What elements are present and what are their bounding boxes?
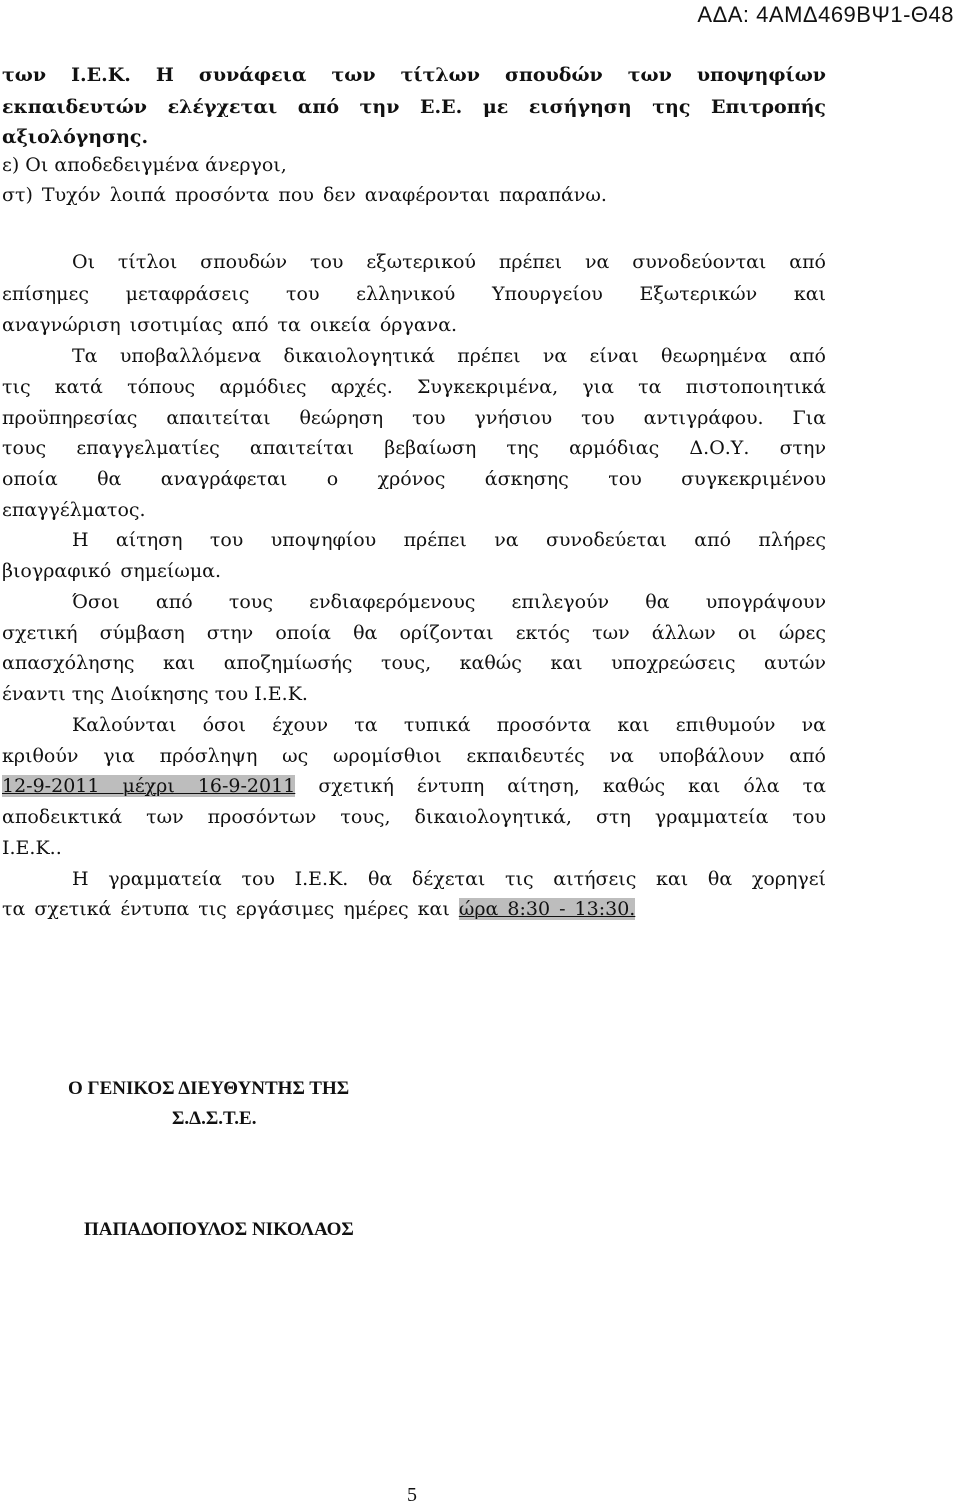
text-line: απασχόλησης και αποζημίωσής τους, καθώς και υποχρεώσεις αυτών [2,652,826,674]
text-line: προϋπηρεσίας απαιτείται θεώρηση του γνήσιου του αντιγράφου. Για [2,407,826,429]
text-line: εκπαιδευτών ελέγχεται από την Ε.Ε. με εισήγηση της Επιτροπής [2,96,826,118]
text-line: βιογραφικό σημείωμα. [2,560,222,582]
signatory-name: ΠΑΠΑΔΟΠΟΥΛΟΣ ΝΙΚΟΛΑΟΣ [84,1219,354,1240]
text-line: ε) Οι αποδεδειγμένα άνεργοι, [2,154,287,176]
text-line: των Ι.Ε.Κ. Η συνάφεια των τίτλων σπουδών των υποψηφίων [2,64,826,86]
office-hours: ώρα 8:30 - 13:30. [458,898,636,920]
signatory-organization: Σ.Δ.Σ.Τ.Ε. [172,1108,257,1129]
text-line: Η αίτηση του υποψηφίου πρέπει να συνοδεύεται από πλήρες [72,529,826,551]
text-line: τους επαγγελματίες απαιτείται βεβαίωση της αρμόδιας Δ.Ο.Υ. στην [2,437,826,459]
page-number: 5 [407,1484,417,1506]
text-line: κριθούν για πρόσληψη ως ωρομίσθιοι εκπαιδευτές να υποβάλουν από [2,745,826,767]
text-line: Ι.Ε.Κ.. [2,837,62,859]
text-line: επίσημες μεταφράσεις του ελληνικού Υπουργείου Εξωτερικών και [2,283,826,305]
text-line: Τα υποβαλλόμενα δικαιολογητικά πρέπει να είναι θεωρημένα από [72,345,826,367]
signatory-title: Ο ΓΕΝΙΚΟΣ ΔΙΕΥΘΥΝΤΗΣ ΤΗΣ [68,1078,350,1099]
text-line: στ) Τυχόν λοιπά προσόντα που δεν αναφέρονται παραπάνω. [2,184,607,206]
text-line: Οι τίτλοι σπουδών του εξωτερικού πρέπει να συνοδεύονται από [72,251,826,273]
text-line: οποία θα αναγράφεται ο χρόνος άσκησης του συγκεκριμένου [2,468,826,490]
text-line: επαγγέλματος. [2,499,146,521]
text-line: έναντι της Διοίκησης του Ι.Ε.Κ. [2,683,308,705]
text-line: αναγνώριση ισοτιμίας από τα οικεία όργανα. [2,314,458,336]
application-dates: 12-9-2011 μέχρι 16-9-2011 [2,775,296,797]
text-line: σχετική σύμβαση στην οποία θα ορίζονται εκτός των άλλων οι ώρες [2,622,826,644]
text-line: Η γραμματεία του Ι.Ε.Κ. θα δέχεται τις αιτήσεις και θα χορηγεί [72,868,826,890]
text-line: αποδεικτικά των προσόντων τους, δικαιολογητικά, στη γραμματεία του [2,806,826,828]
text-line: Καλούνται όσοι έχουν τα τυπικά προσόντα και επιθυμούν να [72,714,826,736]
text-line [2,771,826,801]
text-line [2,894,826,924]
text-line: αξιολόγησης. [2,126,149,148]
text-line: Όσοι από τους ενδιαφερόμενους επιλεγούν θα υπογράψουν [72,591,826,613]
ada-code: ΑΔΑ: 4ΑΜΔ469ΒΨ1-Θ48 [697,2,954,27]
text-line: τις κατά τόπους αρμόδιες αρχές. Συγκεκριμένα, για τα πιστοποιητικά [2,376,826,398]
text-run: τα σχετικά έντυπα τις εργάσιμες ημέρες και [2,898,459,920]
text-run: σχετική έντυπη αίτηση, καθώς και όλα τα [295,775,826,797]
